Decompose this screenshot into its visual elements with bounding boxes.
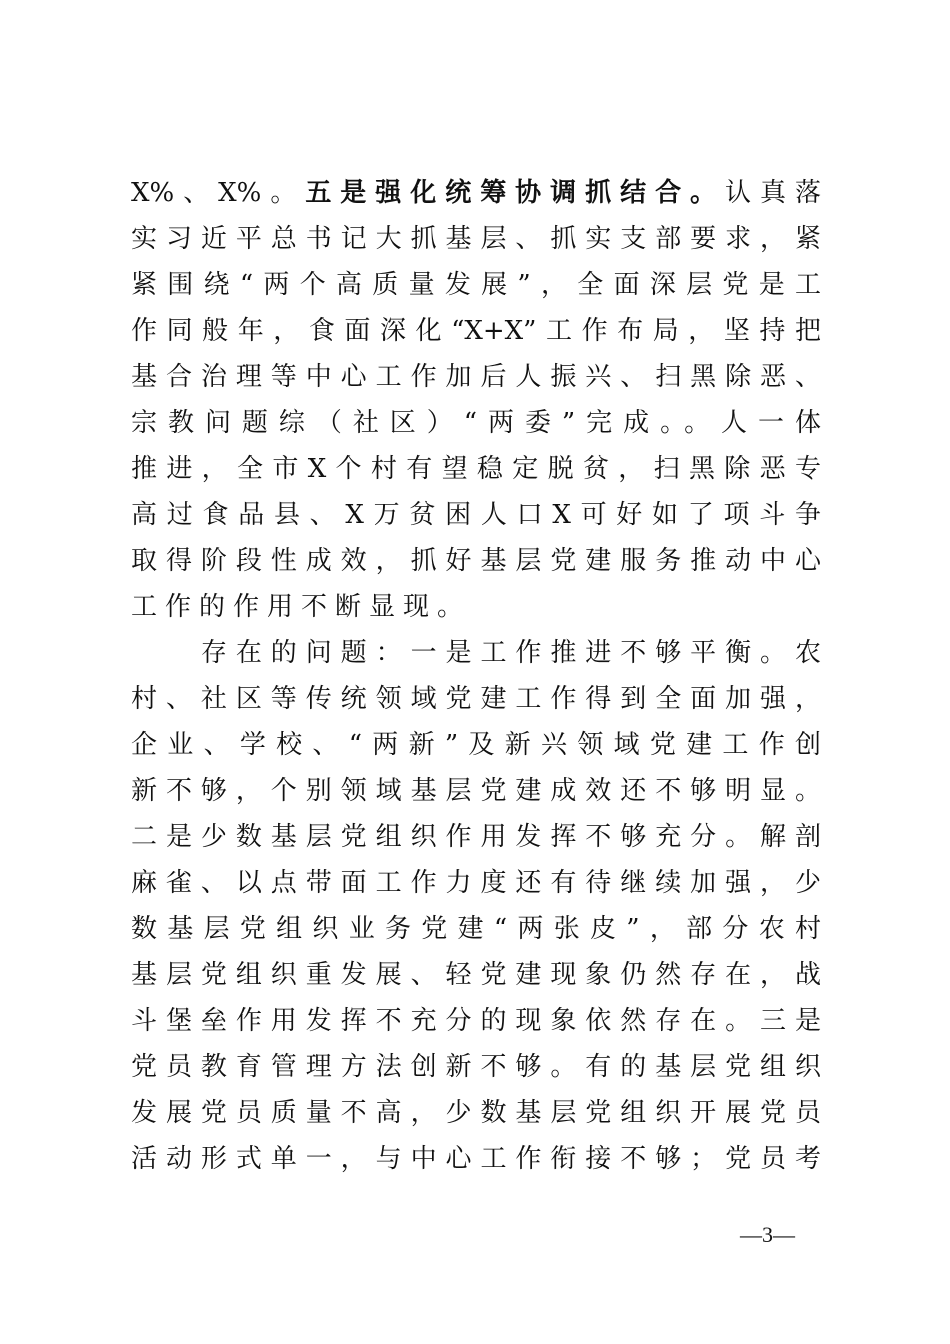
text-line-8: 高过食品县、X万贫困人口X可好如了项斗争 xyxy=(131,500,821,530)
text-line-4: 作同般年，食面深化“X+X”工作布局，坚持把 xyxy=(131,316,821,346)
text-line-1-post: 认真落 xyxy=(725,178,821,208)
text-line-10: 工作的作用不断显现。 xyxy=(131,592,472,622)
text-line-19: 斗堡垒作用发挥不充分的现象依然存在。三是 xyxy=(131,1006,821,1036)
text-line-11: 存在的问题：一是工作推进不够平衡。农 xyxy=(131,638,821,668)
text-line-1-pre: X%、X%。 xyxy=(131,178,306,208)
text-line-3: 紧围绕“两个高质量发展”，全面深层党是工 xyxy=(131,270,821,300)
text-line-1 xyxy=(131,170,821,216)
text-line-2: 实习近平总书记大抓基层、抓实支部要求，紧 xyxy=(131,224,821,254)
text-line-5: 基合治理等中心工作加后人振兴、扫黑除恶、 xyxy=(131,362,821,392)
text-line-16: 麻雀、以点带面工作力度还有待继续加强，少 xyxy=(131,868,821,898)
text-line-20: 党员教育管理方法创新不够。有的基层党组织 xyxy=(131,1052,821,1082)
text-line-14: 新不够，个别领域基层党建成效还不够明显。 xyxy=(131,776,821,806)
text-line-6: 宗教问题综（社区）“两委”完成。。人一体 xyxy=(131,408,821,438)
text-line-17: 数基层党组织业务党建“两张皮”，部分农村 xyxy=(131,914,821,944)
text-line-21: 发展党员质量不高，少数基层党组织开展党员 xyxy=(131,1098,821,1128)
text-line-22: 活动形式单一，与中心工作衔接不够；党员考 xyxy=(131,1144,821,1174)
text-line-13: 企业、学校、“两新”及新兴领域党建工作创 xyxy=(131,730,821,760)
page-number: —3— xyxy=(740,1222,795,1247)
text-line-12: 村、社区等传统领域党建工作得到全面加强， xyxy=(131,684,821,714)
text-line-7: 推进，全市X个村有望稳定脱贫，扫黑除恶专 xyxy=(131,454,821,484)
text-line-18: 基层党组织重发展、轻党建现象仍然存在，战 xyxy=(131,960,821,990)
text-line-15: 二是少数基层党组织作用发挥不够充分。解剖 xyxy=(131,822,821,852)
document-body xyxy=(131,170,821,1182)
bold-heading-five: 五是强化统筹协调抓结合。 xyxy=(305,178,726,208)
text-line-9: 取得阶段性成效，抓好基层党建服务推动中心 xyxy=(131,546,821,576)
